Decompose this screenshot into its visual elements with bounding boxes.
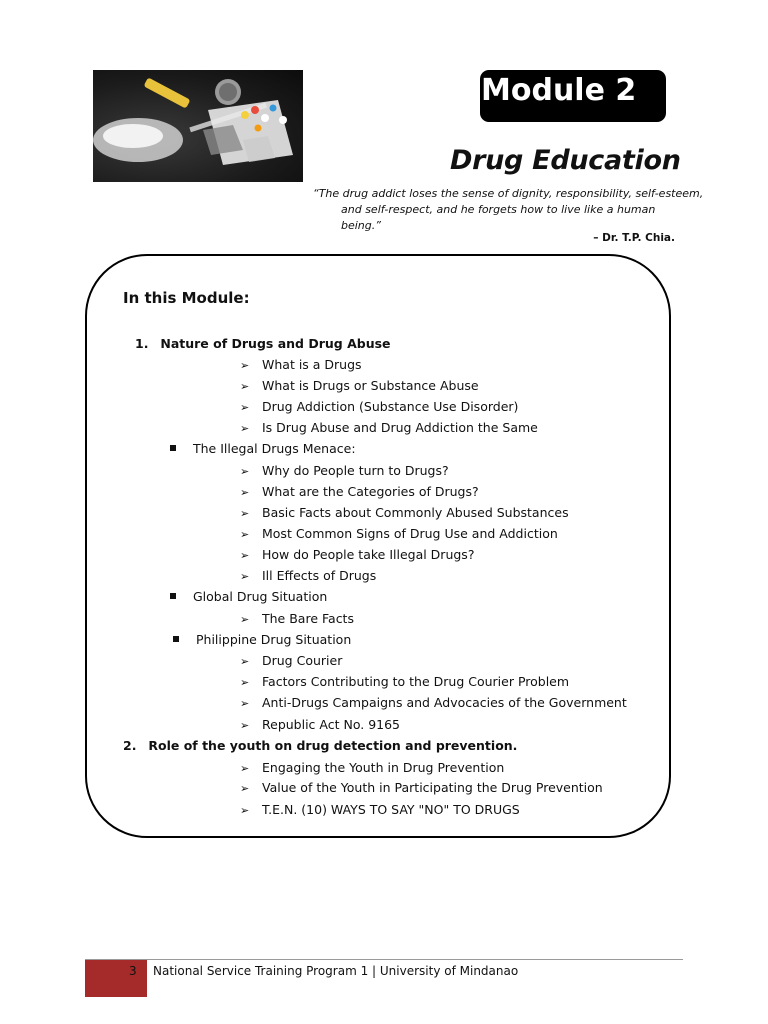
module-badge-label: Module 2	[481, 73, 637, 108]
arrow-bullet-icon: ➢	[240, 465, 250, 478]
list-item: ➢ Is Drug Abuse and Drug Addiction the Same	[240, 420, 538, 435]
subsection-heading: Global Drug Situation	[170, 589, 327, 604]
list-item: ➢ Why do People turn to Drugs?	[240, 463, 449, 478]
quote-line: and self-respect, and he forgets how to live like a human	[341, 203, 656, 216]
arrow-bullet-icon: ➢	[240, 507, 250, 520]
arrow-bullet-icon: ➢	[240, 676, 250, 689]
contents-heading: In this Module:	[123, 289, 250, 307]
quote-author: – Dr. T.P. Chia.	[593, 232, 675, 244]
arrow-bullet-icon: ➢	[240, 782, 250, 795]
footer-text: National Service Training Program 1 | University of Mindanao	[153, 964, 519, 978]
list-item: ➢ Most Common Signs of Drug Use and Addiction	[240, 526, 558, 541]
list-item: ➢ T.E.N. (10) WAYS TO SAY "NO" TO DRUGS	[240, 802, 520, 817]
list-item: ➢ Engaging the Youth in Drug Prevention	[240, 760, 505, 775]
arrow-bullet-icon: ➢	[240, 486, 250, 499]
arrow-bullet-icon: ➢	[240, 528, 250, 541]
list-item: ➢ How do People take Illegal Drugs?	[240, 547, 475, 562]
list-item: ➢ What are the Categories of Drugs?	[240, 484, 479, 499]
arrow-bullet-icon: ➢	[240, 570, 250, 583]
epigraph-quote	[313, 186, 704, 234]
arrow-bullet-icon: ➢	[240, 401, 250, 414]
list-item: ➢ Factors Contributing to the Drug Courier Problem	[240, 674, 570, 689]
list-item: ➢ What is a Drugs	[240, 357, 362, 372]
drugs-photo	[93, 70, 303, 182]
arrow-bullet-icon: ➢	[240, 380, 250, 393]
page-number: 3	[129, 964, 137, 978]
list-item: ➢ Anti-Drugs Campaigns and Advocacies of the Government	[240, 695, 627, 710]
arrow-bullet-icon: ➢	[240, 762, 250, 775]
subsection-heading: Philippine Drug Situation	[173, 632, 351, 647]
quote-line: being.”	[341, 219, 381, 232]
arrow-bullet-icon: ➢	[240, 719, 250, 732]
quote-line: “The drug addict loses the sense of dignity, responsibility, self-esteem,	[313, 187, 704, 200]
subsection-heading: The Illegal Drugs Menace:	[170, 441, 356, 456]
footer-accent-block	[85, 960, 147, 997]
page-title: Drug Education	[450, 145, 681, 176]
list-item: ➢ Drug Addiction (Substance Use Disorder)	[240, 399, 519, 414]
arrow-bullet-icon: ➢	[240, 359, 250, 372]
arrow-bullet-icon: ➢	[240, 697, 250, 710]
arrow-bullet-icon: ➢	[240, 613, 250, 626]
arrow-bullet-icon: ➢	[240, 422, 250, 435]
list-item: ➢ Ill Effects of Drugs	[240, 568, 377, 583]
list-item: ➢ Value of the Youth in Participating the Drug Prevention	[240, 780, 603, 795]
list-item: ➢ Basic Facts about Commonly Abused Substances	[240, 505, 569, 520]
list-item: ➢ Republic Act No. 9165	[240, 717, 401, 732]
arrow-bullet-icon: ➢	[240, 549, 250, 562]
section-heading	[123, 738, 517, 753]
section-title: Nature of Drugs and Drug Abuse	[160, 336, 391, 351]
list-item: ➢ Drug Courier	[240, 653, 343, 668]
footer-divider	[85, 959, 683, 960]
section-title: Role of the youth on drug detection and prevention.	[148, 738, 518, 753]
list-item: ➢ The Bare Facts	[240, 611, 354, 626]
arrow-bullet-icon: ➢	[240, 655, 250, 668]
module-badge	[480, 70, 666, 122]
square-bullet-icon	[170, 593, 176, 599]
section-heading	[135, 336, 391, 351]
section-number: 2.	[123, 738, 137, 753]
list-item: ➢ What is Drugs or Substance Abuse	[240, 378, 479, 393]
square-bullet-icon	[173, 636, 179, 642]
square-bullet-icon	[170, 445, 176, 451]
arrow-bullet-icon: ➢	[240, 804, 250, 817]
section-number: 1.	[135, 336, 149, 351]
